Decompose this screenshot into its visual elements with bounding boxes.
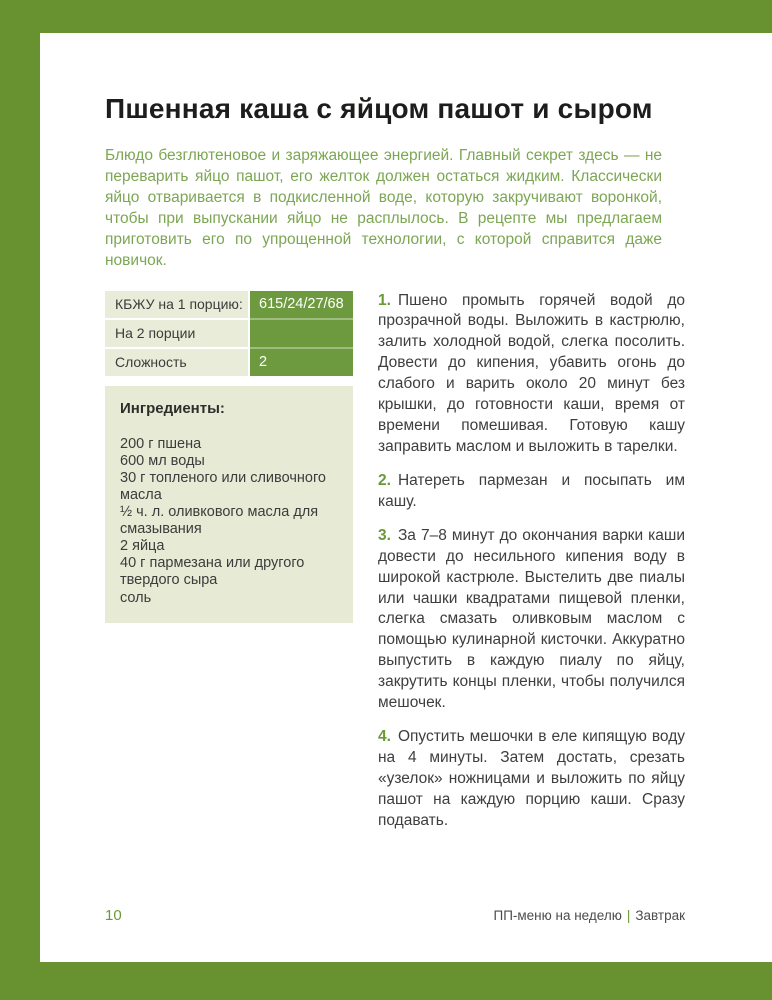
left-column <box>105 291 353 845</box>
ingredient-item: 600 мл воды <box>120 452 205 469</box>
page-number: 10 <box>105 907 122 924</box>
ingredient-item: 40 г пармезана или другого твердого сыра <box>120 555 305 589</box>
table-row-value <box>250 320 353 349</box>
step-number: 1. <box>378 291 391 309</box>
ingredients-box <box>105 386 353 623</box>
table-row-label: На 2 порции <box>105 320 248 347</box>
nutrition-table-labels <box>105 291 248 376</box>
ingredient-item: соль <box>120 589 152 606</box>
step-number: 4. <box>378 728 391 746</box>
step-item <box>378 727 685 832</box>
step-text: За 7–8 минут до окончания варки каши довести до несильного кипения воду в широкой кастрюле. Выстелить две пиалы или чашки квадратами пищевой пленки, слегка смазать оливковым маслом с помощью кулинарной кисточки. Аккуратно выпустить в каждую пиалу по яйцу, закрутить концы пленки, чтобы получился мешочек. <box>378 526 685 712</box>
footer-section: Завтрак <box>635 908 685 923</box>
running-title <box>493 908 685 923</box>
step-item <box>378 471 685 513</box>
ingredient-item: 30 г топленого или сливочного масла <box>120 469 326 503</box>
step-item <box>378 291 685 458</box>
page <box>40 33 772 962</box>
step-number: 3. <box>378 526 391 544</box>
page-footer <box>105 907 685 924</box>
ingredients-header: Ингредиенты: <box>120 399 225 417</box>
recipe-intro: Блюдо безглютеновое и заряжающее энергией. Главный секрет здесь — не переварить яйцо пашот, его желток должен остаться жидким. Классически яйцо отваривается в подкисленной воде, которую закручивают воронкой, чтобы при выпускании яйцо не расплылось. В рецепте мы предлагаем приготовить его по упрощенной технологии, с которой справится даже новичок. <box>105 147 662 269</box>
nutrition-table <box>105 291 353 376</box>
ingredient-item: 2 яйца <box>120 538 165 555</box>
table-row-label: Сложность <box>105 349 248 376</box>
table-row-value: 615/24/27/68 <box>250 291 353 320</box>
instructions-column <box>378 291 685 845</box>
step-number: 2. <box>378 471 391 489</box>
ingredient-item: 200 г пшена <box>120 435 202 452</box>
nutrition-table-values <box>250 291 353 376</box>
ingredient-item: ½ ч. л. оливкового масла для смазывания <box>120 503 319 538</box>
footer-separator: | <box>626 908 631 923</box>
two-column-layout <box>105 291 772 845</box>
step-item <box>378 526 685 714</box>
step-text: Опустить мешочки в еле кипящую воду на 4 минуты. Затем достать, срезать «узелок» ножницами и выложить по яйцу пашот на каждую порцию каши. Сразу подавать. <box>378 728 685 829</box>
footer-book-title: ПП-меню на неделю <box>493 908 622 923</box>
table-row-value: 2 <box>259 354 268 371</box>
recipe-title: Пшенная каша с яйцом пашот и сыром <box>105 93 653 124</box>
step-text: Натереть пармезан и посыпать им кашу. <box>378 471 685 510</box>
page-content <box>40 33 772 845</box>
step-text: Пшено промыть горячей водой до прозрачной воды. Выложить в кастрюлю, залить холодной водой, слегка посолить. Довести до кипения, убавить огонь до слабого и варить около 20 минут без крышки, до готовности каши, время от времени помешивая. Готовую кашу заправить маслом и выложить в тарелки. <box>378 291 685 455</box>
table-row-label: КБЖУ на 1 порцию: <box>105 291 248 318</box>
